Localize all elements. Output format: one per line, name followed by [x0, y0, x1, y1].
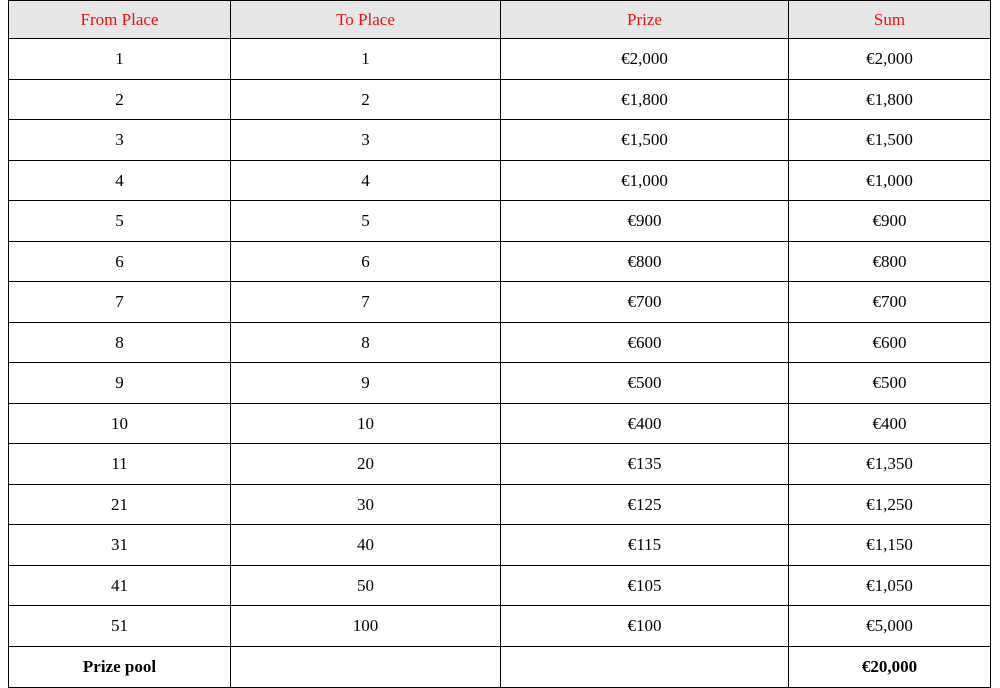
cell-sum: €2,000: [789, 39, 991, 80]
cell-to-place: 1: [231, 39, 501, 80]
cell-prize: €125: [501, 484, 789, 525]
cell-to-place: 6: [231, 241, 501, 282]
cell-to-place: 2: [231, 79, 501, 120]
table-row: [9, 484, 991, 525]
cell-prize: €800: [501, 241, 789, 282]
cell-from-place: 21: [9, 484, 231, 525]
cell-from-place: 9: [9, 363, 231, 404]
column-header-to-place: To Place: [231, 1, 501, 39]
cell-from-place: 10: [9, 403, 231, 444]
column-header-prize: Prize: [501, 1, 789, 39]
prize-pool-table: [8, 0, 991, 688]
table-total-row: [9, 646, 991, 687]
table-row: [9, 363, 991, 404]
cell-sum: €1,350: [789, 444, 991, 485]
cell-prize: €600: [501, 322, 789, 363]
cell-to-place: 9: [231, 363, 501, 404]
table-row: [9, 201, 991, 242]
cell-to-place: 30: [231, 484, 501, 525]
cell-to-place: 20: [231, 444, 501, 485]
cell-from-place: 1: [9, 39, 231, 80]
table-body: [9, 39, 991, 688]
table-row: [9, 282, 991, 323]
cell-to-place: 4: [231, 160, 501, 201]
table-row: [9, 525, 991, 566]
cell-sum: €400: [789, 403, 991, 444]
cell-sum: €800: [789, 241, 991, 282]
cell-prize: €500: [501, 363, 789, 404]
cell-from-place: 51: [9, 606, 231, 647]
table-row: [9, 39, 991, 80]
cell-from-place: 6: [9, 241, 231, 282]
cell-from-place: 41: [9, 565, 231, 606]
cell-total-prize: [501, 646, 789, 687]
cell-total-to-place: [231, 646, 501, 687]
table-row: [9, 403, 991, 444]
cell-sum: €1,800: [789, 79, 991, 120]
cell-sum: €1,000: [789, 160, 991, 201]
table-row: [9, 241, 991, 282]
column-header-sum: Sum: [789, 1, 991, 39]
cell-sum: €1,250: [789, 484, 991, 525]
cell-prize: €400: [501, 403, 789, 444]
cell-sum: €600: [789, 322, 991, 363]
table-row: [9, 565, 991, 606]
table-row: [9, 444, 991, 485]
cell-prize: €1,000: [501, 160, 789, 201]
cell-sum: €5,000: [789, 606, 991, 647]
cell-from-place: 3: [9, 120, 231, 161]
cell-sum: €500: [789, 363, 991, 404]
cell-prize: €700: [501, 282, 789, 323]
cell-to-place: 40: [231, 525, 501, 566]
cell-to-place: 10: [231, 403, 501, 444]
table-row: [9, 120, 991, 161]
cell-to-place: 100: [231, 606, 501, 647]
column-header-from-place: From Place: [9, 1, 231, 39]
cell-to-place: 50: [231, 565, 501, 606]
cell-sum: €1,150: [789, 525, 991, 566]
cell-sum: €1,500: [789, 120, 991, 161]
cell-to-place: 3: [231, 120, 501, 161]
cell-from-place: 11: [9, 444, 231, 485]
cell-sum: €700: [789, 282, 991, 323]
cell-prize: €115: [501, 525, 789, 566]
cell-sum: €1,050: [789, 565, 991, 606]
table-row: [9, 322, 991, 363]
cell-sum: €900: [789, 201, 991, 242]
cell-prize: €100: [501, 606, 789, 647]
cell-total-label: Prize pool: [9, 646, 231, 687]
table-row: [9, 79, 991, 120]
cell-prize: €105: [501, 565, 789, 606]
cell-to-place: 5: [231, 201, 501, 242]
cell-prize: €1,800: [501, 79, 789, 120]
cell-from-place: 31: [9, 525, 231, 566]
cell-total-sum: €20,000: [789, 646, 991, 687]
cell-from-place: 7: [9, 282, 231, 323]
cell-from-place: 4: [9, 160, 231, 201]
cell-prize: €900: [501, 201, 789, 242]
cell-prize: €1,500: [501, 120, 789, 161]
cell-from-place: 8: [9, 322, 231, 363]
cell-to-place: 8: [231, 322, 501, 363]
cell-prize: €135: [501, 444, 789, 485]
cell-prize: €2,000: [501, 39, 789, 80]
table-header-row: [9, 1, 991, 39]
cell-from-place: 5: [9, 201, 231, 242]
cell-to-place: 7: [231, 282, 501, 323]
table-row: [9, 606, 991, 647]
table-header: [9, 1, 991, 39]
cell-from-place: 2: [9, 79, 231, 120]
table-row: [9, 160, 991, 201]
